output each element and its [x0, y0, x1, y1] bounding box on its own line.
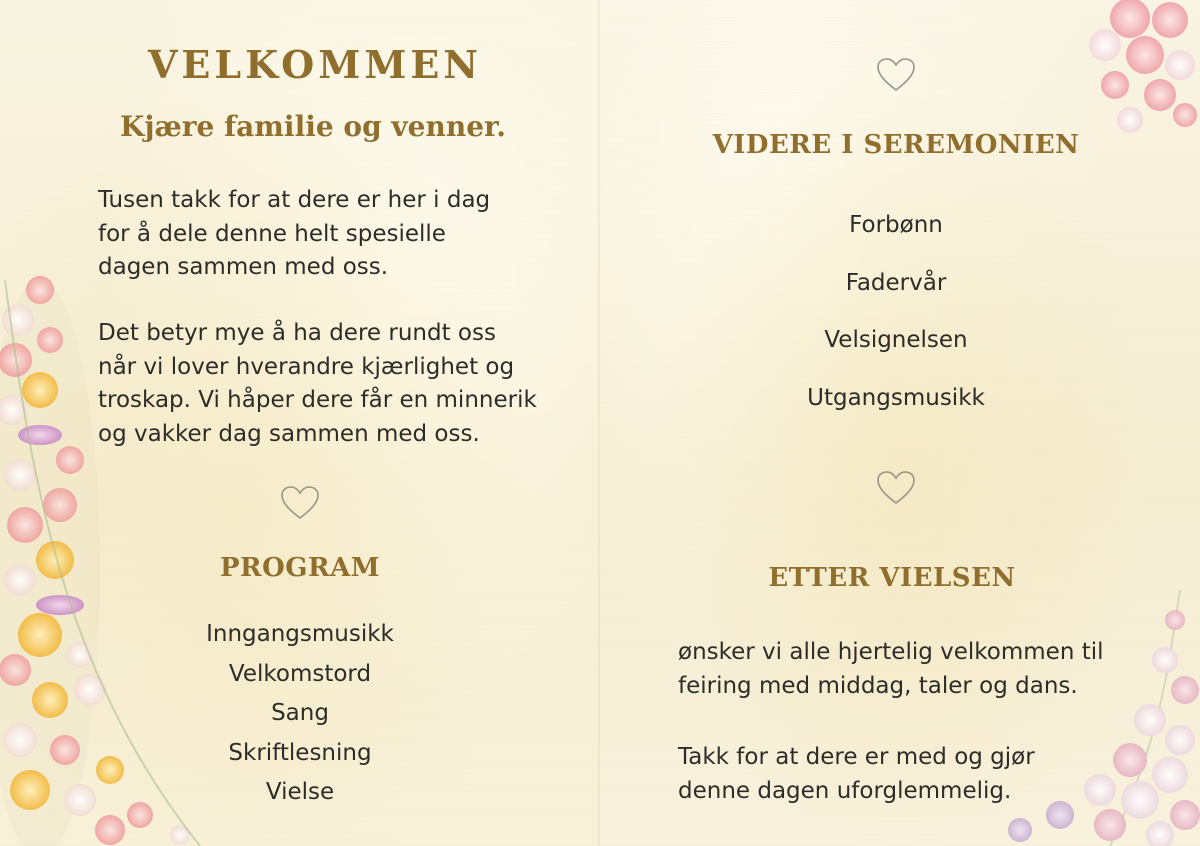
after-ceremony-title: ETTER VIELSEN — [768, 563, 1016, 593]
paragraph-line: denne dagen uforglemmelig. — [678, 777, 1012, 804]
paragraph-line: Tusen takk for at dere er her i dag — [98, 187, 491, 213]
page-title: VELKOMMEN — [147, 42, 483, 87]
paragraph-line: Takk for at dere er med og gjør — [678, 744, 1035, 770]
paragraph-line: ønsker vi alle hjertelig velkommen til — [678, 639, 1104, 665]
ceremony-item: Velsignelsen — [824, 327, 968, 353]
ceremony-item: Fadervår — [845, 269, 947, 296]
paragraph-line: Det betyr mye å ha dere rundt oss — [98, 320, 496, 346]
paragraph-line: for å dele denne helt spesielle — [98, 220, 446, 247]
ceremony-item: Utgangsmusikk — [807, 384, 985, 411]
paragraph-line: troskap. Vi håper dere får en minnerik — [98, 387, 537, 413]
program-item: Sang — [271, 700, 329, 726]
program-title: PROGRAM — [219, 553, 381, 583]
heart-outline-icon — [280, 485, 320, 521]
program-item: Vielse — [265, 779, 335, 805]
after-paragraph-1 — [678, 636, 1168, 703]
program-item: Inngangsmusikk — [206, 621, 394, 647]
program-list — [0, 618, 600, 816]
greeting-subtitle: Kjære familie og venner. — [120, 110, 506, 143]
paragraph-line: og vakker dag sammen med oss. — [98, 420, 480, 447]
paragraph-line: feiring med middag, taler og dans. — [678, 672, 1078, 699]
welcome-paragraph-2 — [98, 317, 578, 451]
ceremony-item: Forbønn — [849, 212, 943, 238]
program-item: Skriftlesning — [228, 739, 372, 766]
welcome-paragraph-1 — [98, 184, 578, 285]
heart-outline-icon — [876, 57, 916, 93]
right-page — [600, 0, 1200, 846]
after-paragraph-2 — [678, 741, 1168, 808]
program-item: Velkomstord — [228, 660, 372, 687]
ceremony-title: VIDERE I SEREMONIEN — [712, 130, 1080, 160]
ceremony-list — [600, 207, 1192, 437]
paragraph-line: dagen sammen med oss. — [98, 254, 389, 280]
paragraph-line: når vi lover hverandre kjærlighet og — [98, 353, 515, 380]
heart-outline-icon — [876, 470, 916, 506]
